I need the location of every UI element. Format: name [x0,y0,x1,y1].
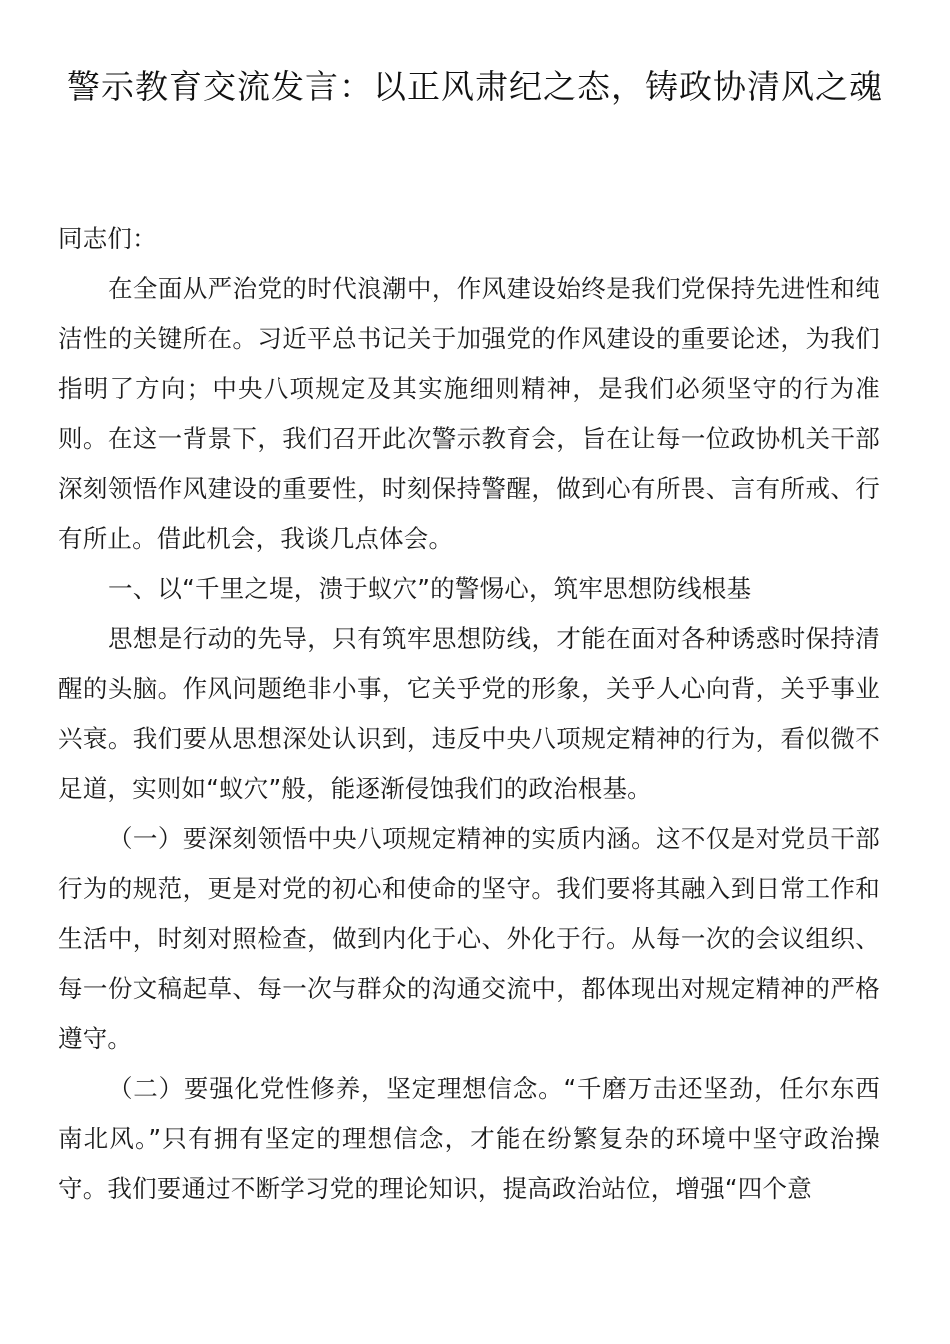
document-title: 警示教育交流发言：以正风肃纪之态，铸政协清风之魂 [67,67,883,106]
document-body [58,214,880,1214]
section-heading-1: 一、以“千里之堤，溃于蚁穴”的警惕心，筑牢思想防线根基 [108,574,752,603]
salutation: 同志们： [58,224,157,253]
paragraph-intro: 在全面从严治党的时代浪潮中，作风建设始终是我们党保持先进性和纯洁性的关键所在。习近平总书记关于加强党的作风建设的重要论述，为我们指明了方向；中央八项规定及其实施细则精神，是我们必须坚守的行为准则。在这一背景下，我们召开此次警示教育会，旨在让每一位政协机关干部深刻领悟作风建设的重要性，时刻保持警醒，做到心有所畏、言有所戒、行有所止。借此机会，我谈几点体会。 [58,274,880,553]
paragraph-subsection-2: （二）要强化党性修养，坚定理想信念。“千磨万击还坚劲，任尔东西南北风。”只有拥有坚定的理想信念，才能在纷繁复杂的环境中坚守政治操守。我们要通过不断学习党的理论知识，提高政治站位，增强“四个意 [58,1074,880,1203]
paragraph-subsection-1: （一）要深刻领悟中央八项规定精神的实质内涵。这不仅是对党员干部行为的规范，更是对党的初心和使命的坚守。我们要将其融入到日常工作和生活中，时刻对照检查，做到内化于心、外化于行。从每一次的会议组织、每一份文稿起草、每一次与群众的沟通交流中，都体现出对规定精神的严格遵守。 [58,824,880,1053]
paragraph-section-1: 思想是行动的先导，只有筑牢思想防线，才能在面对各种诱惑时保持清醒的头脑。作风问题绝非小事，它关乎党的形象，关乎人心向背，关乎事业兴衰。我们要从思想深处认识到，违反中央八项规定精神的行为，看似微不足道，实则如“蚁穴”般，能逐渐侵蚀我们的政治根基。 [58,624,880,803]
